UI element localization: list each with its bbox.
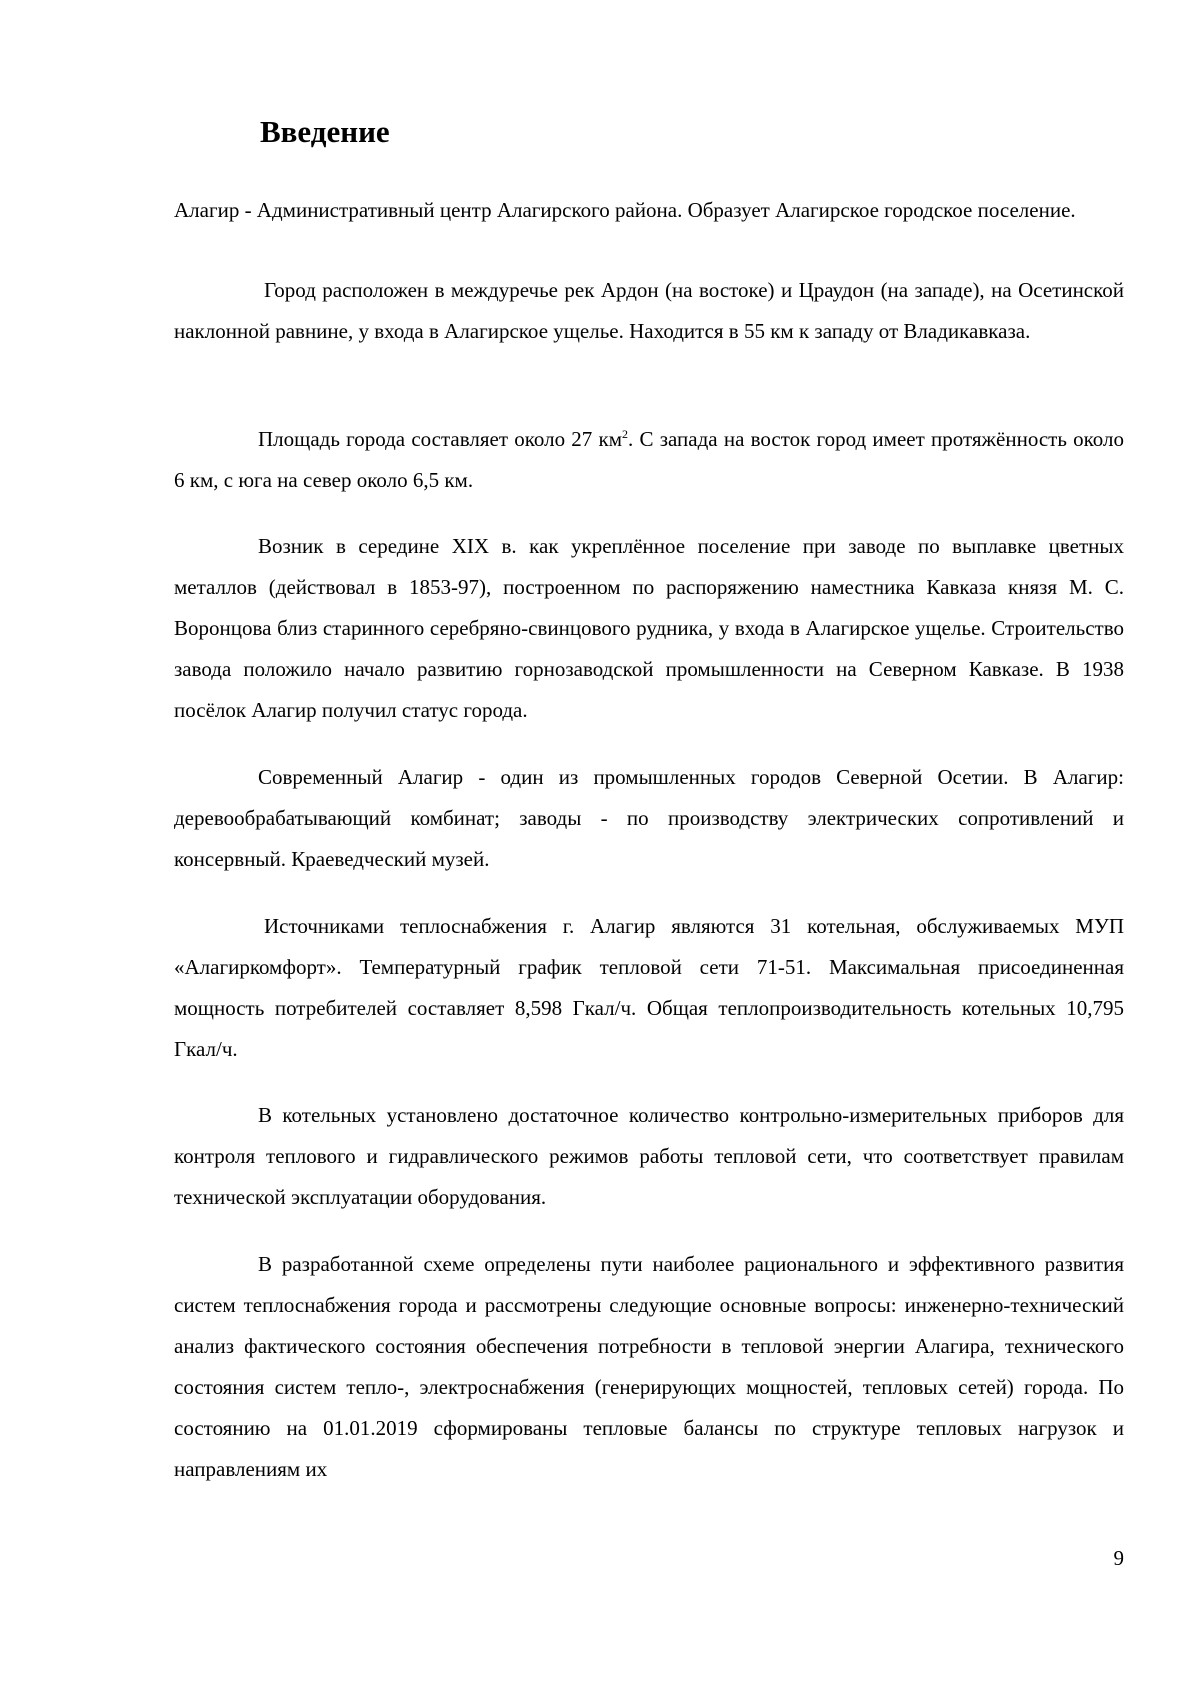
superscript-2: 2 bbox=[622, 427, 629, 441]
paragraph-scheme: В разработанной схеме определены пути наиболее рационального и эффективного развития систем теплоснабжения города и рассмотрены следующие основные вопросы: инженерно-технический анализ фактического состояния обеспечения потребности в тепловой энергии Алагира, технического состояния систем тепло-, электроснабжения (генерирующих мощностей, тепловых сетей) города. По состоянию на 01.01.2019 сформированы тепловые балансы по структуре тепловых нагрузок и направлениям их bbox=[174, 1252, 1124, 1481]
paragraph-heat-sources: Источниками теплоснабжения г. Алагир являются 31 котельная, обслуживаемых МУП «Алагиркомфорт». Температурный график тепловой сети 71-51. Максимальная присоединенная мощность потребителей составляет 8,598 Гкал/ч. Общая теплопроизводительность котельных 10,795 Гкал/ч. bbox=[174, 914, 1124, 1061]
paragraph-location: Город расположен в междуречье рек Ардон (на востоке) и Цраудон (на западе), на Осетинской наклонной равнине, у входа в Алагирское ущелье. Находится в 55 км к западу от Владикавказа. bbox=[174, 278, 1124, 343]
paragraph-instruments: В котельных установлено достаточное количество контрольно-измерительных приборов для контроля теплового и гидравлического режимов работы тепловой сети, что соответствует правилам технической эксплуатации оборудования. bbox=[174, 1103, 1124, 1209]
paragraph-history: Возник в середине XIX в. как укреплённое поселение при заводе по выплавке цветных металлов (действовал в 1853-97), построенном по распоряжению наместника Кавказа князя М. С. Воронцова близ старинного серебряно-свинцового рудника, у входа в Алагирское ущелье. Строительство завода положило начало развитию горнозаводской промышленности на Северном Кавказе. В 1938 посёлок Алагир получил статус города. bbox=[174, 534, 1124, 722]
page-number: 9 bbox=[1113, 1546, 1124, 1570]
paragraph-industry: Современный Алагир - один из промышленных городов Северной Осетии. В Алагир: деревообрабатывающий комбинат; заводы - по производству электрических сопротивлений и консервный. Краеведческий музей. bbox=[174, 765, 1124, 871]
paragraph-intro: Алагир - Административный центр Алагирского района. Образует Алагирское городское поселение. bbox=[174, 198, 1076, 222]
paragraph-area: Площадь города составляет около 27 $км^2$. С запада на восток город имеет протяжённость около 6 км, с юга на север около 6,5 км. bbox=[174, 427, 1124, 492]
page-title: Введение bbox=[260, 114, 390, 149]
